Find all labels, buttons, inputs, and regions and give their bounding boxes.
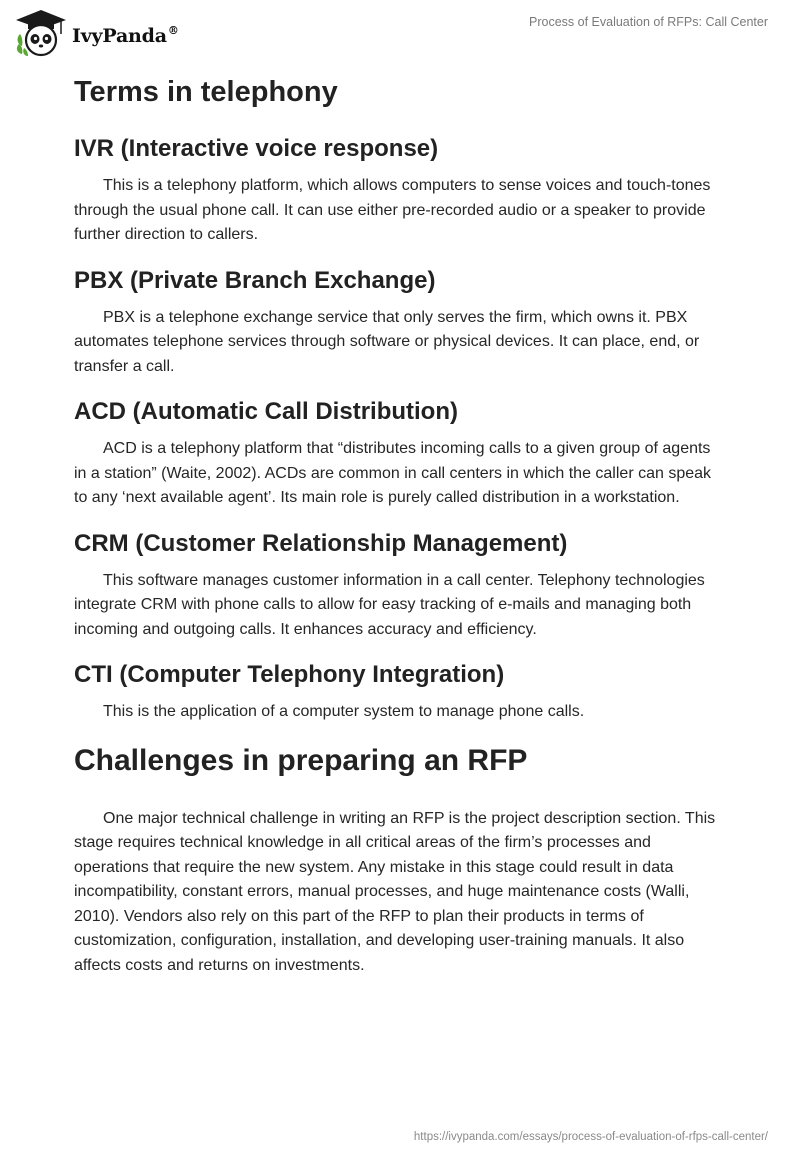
page-header (0, 0, 800, 70)
source-url[interactable]: https://ivypanda.com/essays/process-of-evaluation-of-rfps-call-center/ (413, 1131, 768, 1143)
term-body-pbx: PBX is a telephone exchange service that only serves the firm, which owns it. PBX automates telephone services through software or physical devices. It can place, end, or transfer a call. (74, 308, 700, 375)
term-title-acd: ACD (Automatic Call Distribution) (74, 398, 458, 425)
ivypanda-logo[interactable] (14, 8, 179, 58)
term-title-ivr: IVR (Interactive voice response) (74, 135, 439, 162)
term-title-pbx: PBX (Private Branch Exchange) (74, 266, 436, 294)
document-title: Process of Evaluation of RFPs: Call Center (529, 15, 768, 29)
section-heading-terms: Terms in telephony (74, 76, 338, 108)
term-body-ivr: This is a telephony platform, which allows computers to sense voices and touch-tones through the usual phone call. It can use either pre-recorded audio or a speaker to provide further direction to callers. (74, 177, 711, 243)
term-title-cti: CTI (Computer Telephony Integration) (74, 661, 505, 688)
term-title-crm: CRM (Customer Relationship Management) (74, 529, 568, 557)
article-body (74, 68, 724, 986)
term-body-crm: This software manages customer information in a call center. Telephony technologies integrate CRM with phone calls to allow for easy tracking of e-mails and managing both incoming and outgoing calls. It enhances accuracy and efficiency. (74, 571, 705, 638)
section-heading-challenges: Challenges in preparing an RFP (74, 743, 528, 777)
panda-graduate-icon (14, 8, 68, 58)
term-body-acd: ACD is a telephony platform that “distributes incoming calls to a given group of agents in a station” (Waite, 2002). ACDs are common in call centers in which the caller can speak to any ‘next available agent’. Its main role is purely called distribution in a workstation. (74, 440, 712, 506)
challenges-body: One major technical challenge in writing an RFP is the project description section. This stage requires technical knowledge in all critical areas of the firm’s processes and operations that require the new system. Any mistake in this stage could result in data incompatibility, constant errors, manual processes, and huge maintenance costs (Walli, 2010). Vendors also rely on this part of the RFP to plan their products in terms of customization, configuration, installation, and developing user-training manuals. It also affects costs and returns on investments. (74, 809, 716, 974)
term-body-cti: This is the application of a computer system to manage phone calls. (103, 703, 585, 720)
logo-wordmark: IvyPanda® (72, 23, 179, 47)
